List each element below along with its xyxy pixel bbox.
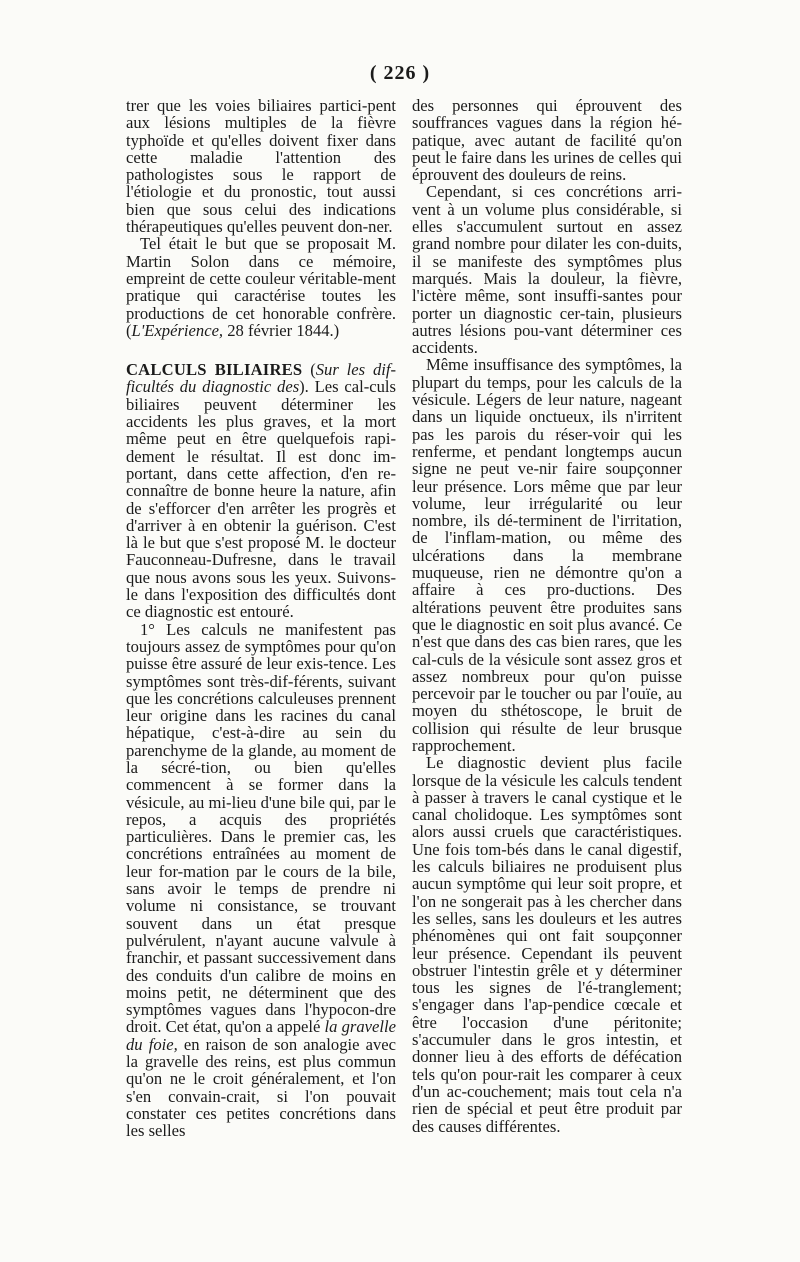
source-citation: L'Expérience,	[131, 320, 224, 340]
heading-paren-close: ).	[299, 377, 315, 397]
left-paragraph-3-body: Les cal-culs biliaires peuvent déterminer les accidents les plus graves, et la mort même peut en être quelquefois rapi-dement le résultat. Il est donc im-portant, dans cette affection, d'en re-connaître de bonne heure la nature, afin de s'efforcer d'en arrêter les progrès et d'arriver à en obtenir la guérison. C'est là le but que s'est proposé M. le docteur Fauconneau-Dufresne, dans le travail que nous avons sous les yeux. Suivons-le dans l'exposition des difficultés dont ce diagnostic est entouré.	[126, 377, 396, 622]
left-paragraph-4-text-b: en raison de son analogie avec la gravelle des reins, est plus commun qu'on ne le croit généralement, et l'on s'en convain-crait, si l'on pouvait constater ces petites concrétions dans les selles	[126, 1034, 396, 1141]
right-paragraph-2: Cependant, si ces concrétions arri-vent à un volume plus considérable, si elles s'accumulent surtout en assez grand nombre pour dilater les con-duits, il se manifeste des symptômes plus marqués. Mais la douleur, la fièvre, l'ictère même, sont insuffi-santes pour porter un diagnostic cer-tain, plusieurs autres lésions pou-vant déterminer ces accidents.	[412, 182, 682, 358]
left-paragraph-2	[126, 235, 396, 339]
heading-paren-open: (	[302, 360, 316, 380]
left-paragraph-2-text-a: Tel était le but que se proposait M. Martin Solon dans ce mémoire, empreint de cette couleur véritable-ment pratique qui caractérise toutes les productions de cet honorable confrère. (	[126, 234, 396, 340]
section-heading: CALCULS BILIAIRES	[126, 360, 303, 380]
left-paragraph-4-text-a: 1° Les calculs ne manifestent pas toujours assez de symptômes pour qu'on puisse être assuré de leur exis-tence. Les symptômes sont très-dif-férents, suivant que les concrétions calculeuses prennent leur origine dans les racines du canal hépatique, c'est-à-dire au sein du parenchyme de la glande, au moment de la sécré-tion, ou bien qu'elles commencent à se former dans la vésicule, au mi-lieu d'une bile qui, par le repos, a acquis des propriétés particulières. Dans le premier cas, les concrétions entraînées au moment de leur for-mation par le cours de la bile, sans avoir le temps de prendre ni volume ni consistance, se trouvant souvent dans un état presque pulvérulent, n'ayant aucune valvule à franchir, et passant successivement dans des conduits d'un calibre de moins en moins petit, ne déterminent que des symptômes vagues dans l'hypocon-dre droit. Cet état, qu'on a appelé	[126, 619, 396, 1037]
right-paragraph-3: Même insuffisance des symptômes, la plupart du temps, pour les calculs de la vésicule. Légers de leur nature, nageant dans un liquide onctueux, ils n'irritent pas les parois du réser-voir qui les renferme, et pendant longtemps aucun signe ne peut ve-nir faire soupçonner leur présence. Lors même que par leur volume, leur irrégularité ou leur nombre, ils dé-terminent de l'irritation, de l'inflam-mation, ou même des ulcérations dans la membrane muqueuse, rien ne démontre qu'on a affaire à ces pro-ductions. Des altérations peuvent être produites sans que le diagnostic en soit plus avancé. Ce n'est que dans des cas bien rares, que les cal-culs de la vésicule sont assez gros et assez nombreux pour qu'on puisse percevoir par le toucher ou par l'ouïe, au moyen du sthétoscope, le bruit de collision qui résulte de leur brusque rapprochement.	[412, 355, 682, 755]
left-paragraph-2-text-b: 28 février 1844.)	[223, 320, 340, 340]
page-number: ( 226 )	[369, 62, 431, 84]
left-column	[126, 97, 396, 1140]
left-paragraph-3	[126, 361, 396, 620]
right-paragraph-1: des personnes qui éprouvent des souffrances vagues dans la région hé-patique, avec autant de facilité qu'on peut le faire dans les urines de celles qui éprouvent des douleurs de reins.	[412, 96, 682, 185]
left-paragraph-1: trer que les voies biliaires partici-pent aux lésions multiples de la fièvre typhoïde et qu'elles doivent fixer dans cette maladie l'attention des pathologistes sous le rapport de l'étiologie et du pronostic, tout aussi bien que sous celui des indications thérapeutiques qu'elles peuvent don-ner.	[126, 96, 396, 237]
gravelle-du-foie-term: la gravelle du foie,	[126, 1017, 396, 1054]
right-paragraph-4: Le diagnostic devient plus facile lorsque de la vésicule les calculs tendent à passer à travers le canal cystique et le canal cholidoque. Les symptômes sont alors aussi cruels que caractéristiques. Une fois tom-bés dans le canal digestif, les calculs biliaires ne produisent plus aucun symptôme qui leur soit propre, et l'on ne songerait pas à les chercher dans les selles, sans les douleurs et les autres phénomènes qui ont fait soupçonner leur présence. Cependant ils peuvent obstruer l'intestin grêle et y déterminer tous les signes de l'é-tranglement; s'engager dans l'ap-pendice cœcale et être l'occasion d'une péritonite; s'accumuler dans le gros intestin, et donner lieu à des efforts de défécation tels qu'on pour-rait les comparer à ceux d'un ac-couchement; mais tout cela n'a rien de spécial et peut être produit par des causes différentes.	[412, 753, 682, 1136]
left-paragraph-4	[126, 621, 396, 1140]
section-subtitle: Sur les dif-ficultés du diagnostic des	[126, 360, 396, 397]
right-column	[412, 97, 682, 1135]
